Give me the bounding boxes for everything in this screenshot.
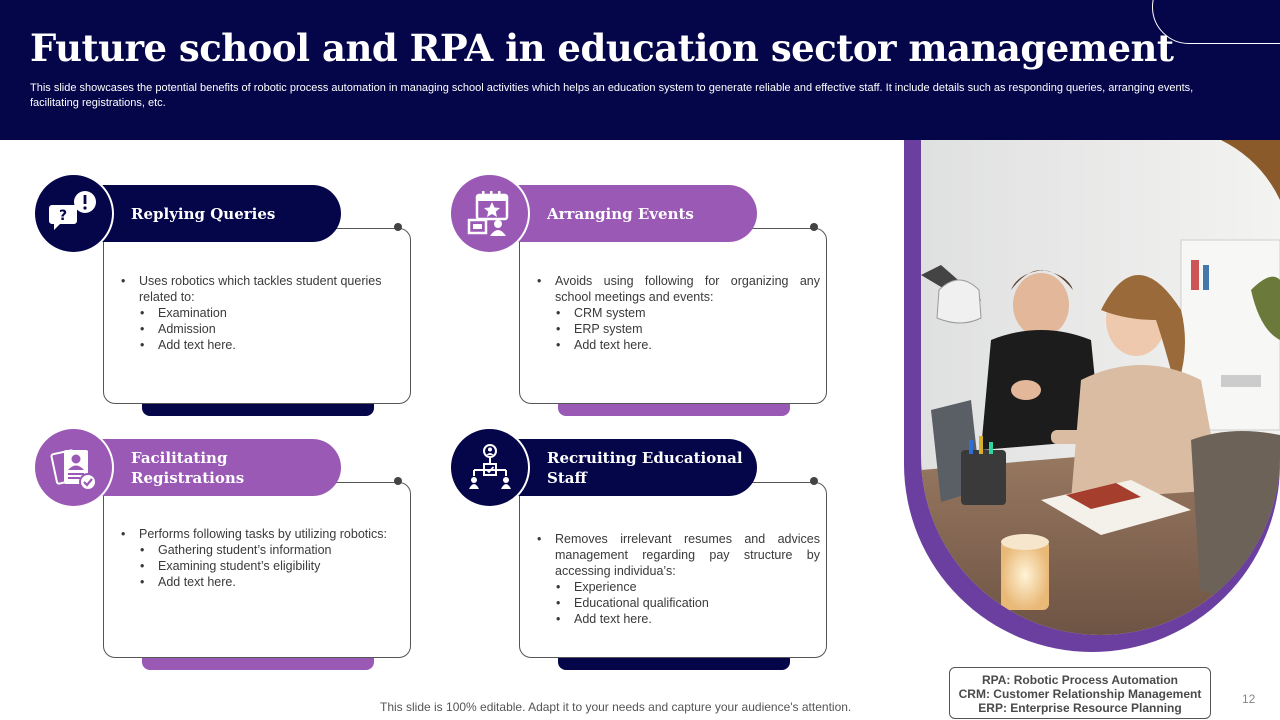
- list-item: • Avoids using following for organizing any school meetings and events:: [535, 273, 820, 305]
- svg-text:?: ?: [58, 207, 67, 224]
- card-recruiting-staff: [449, 439, 849, 679]
- card-arranging-events: [449, 185, 849, 425]
- list-item: • Removes irrelevant resumes and advices management regarding pay structure by accessing individua’s:: [535, 531, 820, 579]
- page-subtitle: This slide showcases the potential benefits of robotic process automation in managing school activities which helps an education system to generate reliable and effective staff. It include details such as responding queries, arranging events, facilitating registrations, etc.: [30, 82, 1194, 109]
- abbreviation-legend: [949, 667, 1211, 719]
- card-title: Replying Queries: [131, 204, 276, 223]
- question-chat-icon: [33, 173, 114, 254]
- footer-note: This slide is 100% editable. Adapt it to your needs and capture your audience's attention.: [380, 700, 852, 714]
- list-subitem: • Experience: [535, 579, 820, 595]
- list-subitem: • Add text here.: [535, 337, 820, 353]
- list-subitem: • Add text here.: [119, 574, 404, 590]
- card-title: Facilitating Registrations: [131, 448, 245, 487]
- connector-dot: [810, 223, 818, 231]
- list-subitem: • CRM system: [535, 305, 820, 321]
- card-title: Recruiting Educational Staff: [547, 448, 743, 487]
- connector-dot: [394, 477, 402, 485]
- list-item: • Performs following tasks by utilizing robotics:: [119, 526, 404, 542]
- list-subitem: • Add text here.: [535, 611, 820, 627]
- staff-hierarchy-icon: [449, 427, 530, 508]
- legend-crm: CRM: Customer Relationship Management: [958, 687, 1202, 701]
- list-subitem: • Examining student’s eligibility: [119, 558, 404, 574]
- card-content: [119, 526, 404, 590]
- legend-erp: ERP: Enterprise Resource Planning: [978, 701, 1182, 715]
- list-subitem: • Examination: [119, 305, 404, 321]
- card-replying-queries: [33, 185, 433, 425]
- list-subitem: • Educational qualification: [535, 595, 820, 611]
- list-subitem: • Gathering student’s information: [119, 542, 404, 558]
- list-subitem: • Admission: [119, 321, 404, 337]
- header-banner: [0, 0, 1280, 140]
- connector-dot: [810, 477, 818, 485]
- page-number: 12: [1242, 692, 1256, 706]
- list-subitem: • ERP system: [535, 321, 820, 337]
- page-title: Future school and RPA in education sector management: [30, 26, 1174, 70]
- legend-rpa: RPA: Robotic Process Automation: [981, 673, 1178, 687]
- students-study-photo: [921, 140, 1280, 635]
- card-content: [119, 273, 404, 353]
- list-item: • Uses robotics which tackles student queries related to:: [119, 273, 404, 305]
- card-content: [535, 531, 820, 627]
- connector-dot: [394, 223, 402, 231]
- list-subitem: • Add text here.: [119, 337, 404, 353]
- calendar-event-icon: [449, 173, 530, 254]
- photo-frame: [904, 140, 1280, 652]
- card-content: [535, 273, 820, 353]
- card-title: Arranging Events: [547, 204, 694, 223]
- card-facilitating-registrations: [33, 439, 433, 679]
- registration-id-card-icon: [33, 427, 114, 508]
